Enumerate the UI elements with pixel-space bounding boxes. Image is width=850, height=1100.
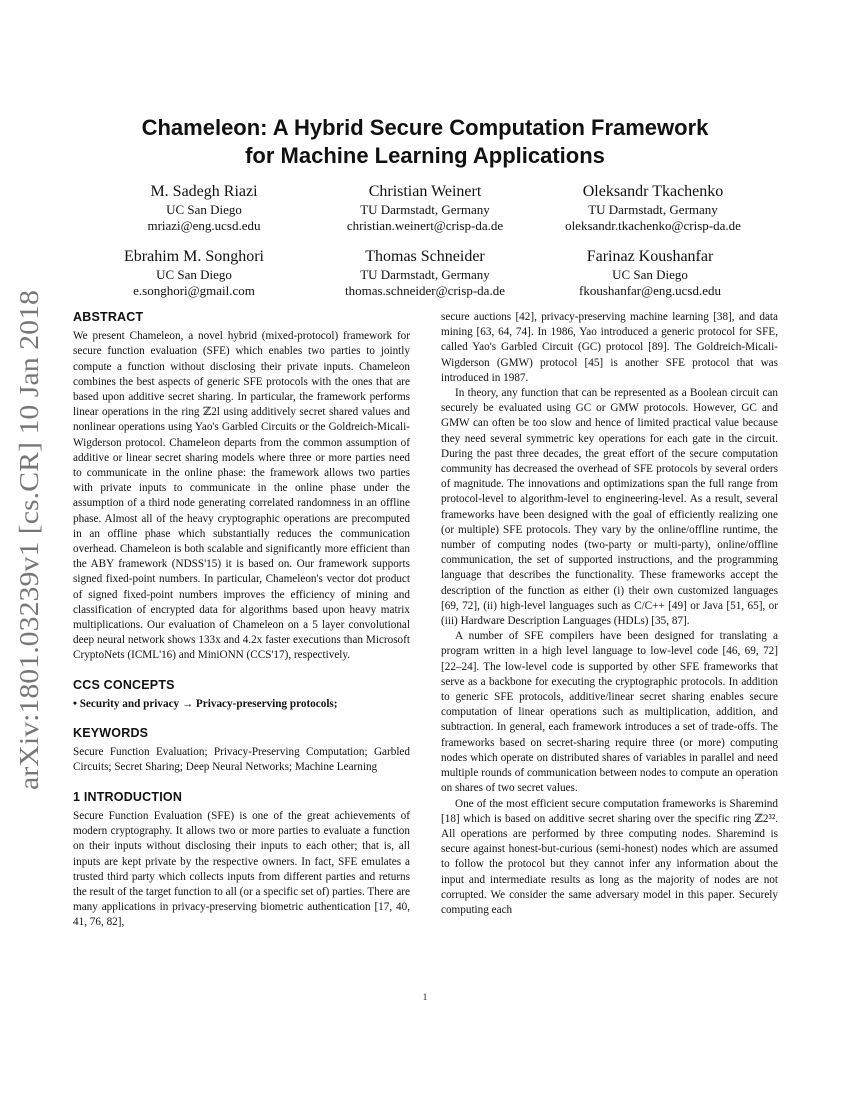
- paper-title: [70, 114, 780, 170]
- author-affiliation: TU Darmstadt, Germany: [360, 267, 490, 282]
- author-row-1: [0, 182, 850, 252]
- author-row-2: [0, 247, 850, 317]
- paragraph: secure auctions [42], privacy-preserving machine learning [38], and data mining [63, 64, 74]. In 1986, Yao introduced a generic protocol for SFE, called Yao's Garbled Circuit (GC) protocol [89]. The Goldreich-Micali-Wigderson (GMW) protocol [45] is another SFE protocol that was introduced in 1987.: [441, 311, 778, 384]
- abstract-text: We present Chameleon, a novel hybrid (mixed-protocol) framework for secure function evaluation (SFE) which enables two parties to jointly compute a function without disclosing their private inputs. Chameleon combines the best aspects of generic SFE protocols with the ones that are based upon additive secret sharing. In particular, the framework performs linear operations in the ring ℤ2l using additively secret shared values and nonlinear operations using Yao's Garbled Circuits or the Goldreich-Micali-Wigderson protocol. Chameleon departs from the common assumption of additive or linear secret sharing models where three or more parties need to communicate in the online phase: the framework allows two parties with private inputs to communicate in the online phase under the assumption of a third node generating correlated randomness in an offline phase. Almost all of the heavy cryptographic operations are precomputed in an offline phase which substantially reduces the communication overhead. Chameleon is both scalable and significantly more efficient than the ABY framework (NDSS'15) it is based on. Our framework supports signed fixed-point numbers. In particular, Chameleon's vector dot product of signed fixed-point numbers improves the efficiency of mining and classification of encrypted data for algorithms based upon heavy matrix multiplications. Our evaluation of Chameleon on a 5 layer convolutional deep neural network shows 133x and 4.2x faster executions than Microsoft CryptoNets (ICML'16) and MiniONN (CCS'17), respectively.: [73, 330, 410, 662]
- arxiv-id-text: arXiv:1801.03239v1 [cs.CR] 10 Jan 2018: [14, 338, 44, 790]
- author-card: [295, 182, 555, 234]
- author-email: christian.weinert@crisp-da.de: [346, 218, 504, 233]
- ccs-heading: CCS CONCEPTS: [73, 677, 175, 692]
- paragraph: A number of SFE compilers have been designed for translating a program written in a high level language to low-level code [46, 69, 72][22–24]. The low-level code is supported by other SFE frameworks that serve as a backbone for executing the cryptographic protocols. In addition to generic SFE protocols, additive/linear secret sharing enables secure computation of linear operations such as multiplication, addition, and subtraction. In general, each framework introduces a set of trade-offs. The frameworks based on secret-sharing require three (or more) computing nodes which operate on distributed shares of variables in parallel and need multiple rounds of communication between nodes to compute an operation on shares of two secret values.: [441, 630, 778, 795]
- introduction-text: Secure Function Evaluation (SFE) is one of the great achievements of modern cryptography. It allows two or more parties to evaluate a function on their inputs without disclosing their inputs to each other; that is, all inputs are kept private by the respective owners. In fact, SFE emulates a trusted third party which collects inputs from different parties and returns the result of the target function to all (or a specific set of) parties. There are many applications in privacy-preserving biometric authentication [17, 40, 41, 76, 82],: [73, 809, 410, 929]
- author-email: oleksandr.tkachenko@crisp-da.de: [565, 218, 741, 233]
- left-column: [73, 310, 410, 931]
- author-card: [523, 182, 783, 234]
- author-name: Oleksandr Tkachenko: [582, 183, 724, 200]
- author-name: M. Sadegh Riazi: [150, 183, 258, 200]
- author-affiliation: UC San Diego: [156, 267, 232, 282]
- title-line-1: Chameleon: A Hybrid Secure Computation Framework: [141, 115, 709, 140]
- author-email: e.songhori@gmail.com: [133, 283, 255, 298]
- author-email: thomas.schneider@crisp-da.de: [345, 283, 505, 298]
- author-name: Christian Weinert: [368, 183, 482, 200]
- arxiv-identifier: [4, 280, 48, 800]
- author-email: fkoushanfar@eng.ucsd.edu: [579, 283, 721, 298]
- introduction-heading: 1 INTRODUCTION: [73, 789, 183, 804]
- author-name: Farinaz Koushanfar: [586, 248, 714, 265]
- ccs-text: • Security and privacy → Privacy-preserving protocols;: [73, 697, 338, 710]
- author-name: Ebrahim M. Songhori: [124, 248, 264, 265]
- author-card: [520, 247, 780, 299]
- author-affiliation: TU Darmstadt, Germany: [360, 202, 490, 217]
- paragraph: In theory, any function that can be represented as a Boolean circuit can securely be evaluated using GC or GMW protocols. However, GC and GMW can often be too slow and hence of limited practical value because they need several symmetric key operations for each gate in the circuit. During the past three decades, the great effort of the secure computation community has decreased the overhead of SFE protocols by several orders of magnitude. The innovations and optimizations span the full range from protocol-level to algorithm-level to engineering-level. As a result, several frameworks have been designed with the goal of efficiently realizing one (or multiple) SFE protocols. They vary by the online/offline runtime, the number of computing nodes (two-party or multi-party), online/offline communication, the set of supported instructions, and the programming language that describes the functionality. These frameworks accept the description of the function as either (i) their own customized languages [69, 72], (ii) high-level languages such as C/C++ [49] or Java [51, 65], or (iii) Hardware Description Languages (HDLs) [35, 87].: [441, 387, 778, 628]
- title-line-2: for Machine Learning Applications: [245, 143, 605, 168]
- author-card: [64, 247, 324, 299]
- paragraph: One of the most efficient secure computation frameworks is Sharemind [18] which is based on additive secret sharing over the specific ring ℤ2³². All operations are performed by three computing nodes. Sharemind is secure against honest-but-curious (semi-honest) nodes which are assumed to follow the protocol but they cannot infer any information about the input and intermediate results as long as the majority of nodes are not corrupted. We consider the same adversary model in this paper. Securely computing each: [441, 797, 778, 916]
- keywords-text: Secure Function Evaluation; Privacy-Preserving Computation; Garbled Circuits; Secret Sharing; Deep Neural Networks; Machine Learning: [73, 746, 410, 774]
- author-affiliation: UC San Diego: [612, 267, 688, 282]
- author-affiliation: UC San Diego: [166, 202, 242, 217]
- author-name: Thomas Schneider: [365, 248, 485, 265]
- keywords-heading: KEYWORDS: [73, 726, 149, 741]
- author-email: mriazi@eng.ucsd.edu: [147, 218, 261, 233]
- abstract-heading: ABSTRACT: [73, 310, 144, 324]
- right-column: [441, 310, 778, 918]
- author-card: [295, 247, 555, 299]
- author-affiliation: TU Darmstadt, Germany: [588, 202, 718, 217]
- page-number: 1: [422, 992, 428, 1002]
